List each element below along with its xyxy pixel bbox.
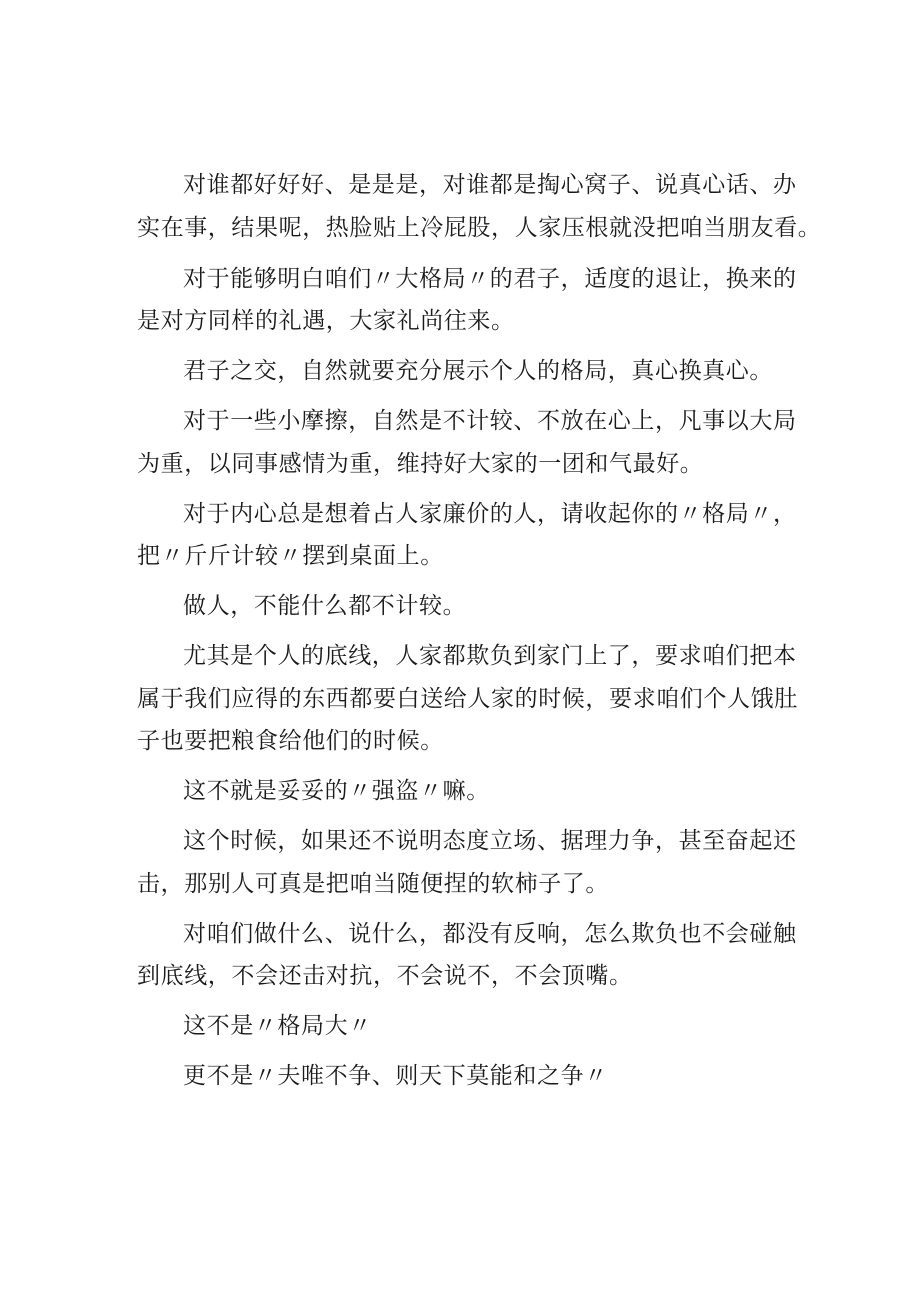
paragraph-5-line-2: 把〃斤斤计较〃摆到桌面上。: [137, 543, 444, 569]
paragraph-1-line-1: 对谁都好好好、是是是，对谁都是掏心窝子、说真心话、办: [183, 172, 797, 198]
paragraph-9-line-1: 这个时候，如果还不说明态度立场、据理力争，甚至奋起还: [183, 828, 797, 854]
paragraph-4-line-2: 为重，以同事感情为重，维持好大家的一团和气最好。: [137, 451, 704, 477]
paragraph-2-line-1: 对于能够明白咱们〃大格局〃的君子，适度的退让，换来的: [183, 266, 797, 292]
paragraph-2-line-2: 是对方同样的礼遇，大家礼尚往来。: [137, 308, 515, 334]
paragraph-12-line-1: 更不是〃夫唯不争、则天下莫能和之争〃: [183, 1063, 608, 1089]
paragraph-7-line-1: 尤其是个人的底线，人家都欺负到家门上了，要求咱们把本: [183, 643, 797, 669]
paragraph-4-line-1: 对于一些小摩擦，自然是不计较、不放在心上，凡事以大局: [183, 408, 797, 434]
paragraph-3-line-1: 君子之交，自然就要充分展示个人的格局，真心换真心。: [183, 358, 773, 384]
paragraph-7-line-3: 子也要把粮食给他们的时候。: [137, 728, 444, 754]
paragraph-1-line-2: 实在事，结果呢，热脸贴上冷屁股，人家压根就没把咱当朋友看。: [137, 215, 822, 241]
paragraph-6-line-1: 做人，不能什么都不计较。: [183, 593, 467, 619]
paragraph-11-line-1: 这不是〃格局大〃: [183, 1013, 372, 1039]
paragraph-7-line-2: 属于我们应得的东西都要白送给人家的时候，要求咱们个人饿肚: [137, 686, 798, 712]
paragraph-5-line-1: 对于内心总是想着占人家廉价的人，请收起你的〃格局〃，: [183, 501, 797, 527]
paragraph-9-line-2: 击，那别人可真是把咱当随便捏的软柿子了。: [137, 871, 609, 897]
paragraph-8-line-1: 这不就是妥妥的〃强盗〃嘛。: [183, 778, 490, 804]
paragraph-10-line-2: 到底线，不会还击对抗，不会说不，不会顶嘴。: [137, 963, 633, 989]
paragraph-10-line-1: 对咱们做什么、说什么，都没有反响，怎么欺负也不会碰触: [183, 921, 797, 947]
